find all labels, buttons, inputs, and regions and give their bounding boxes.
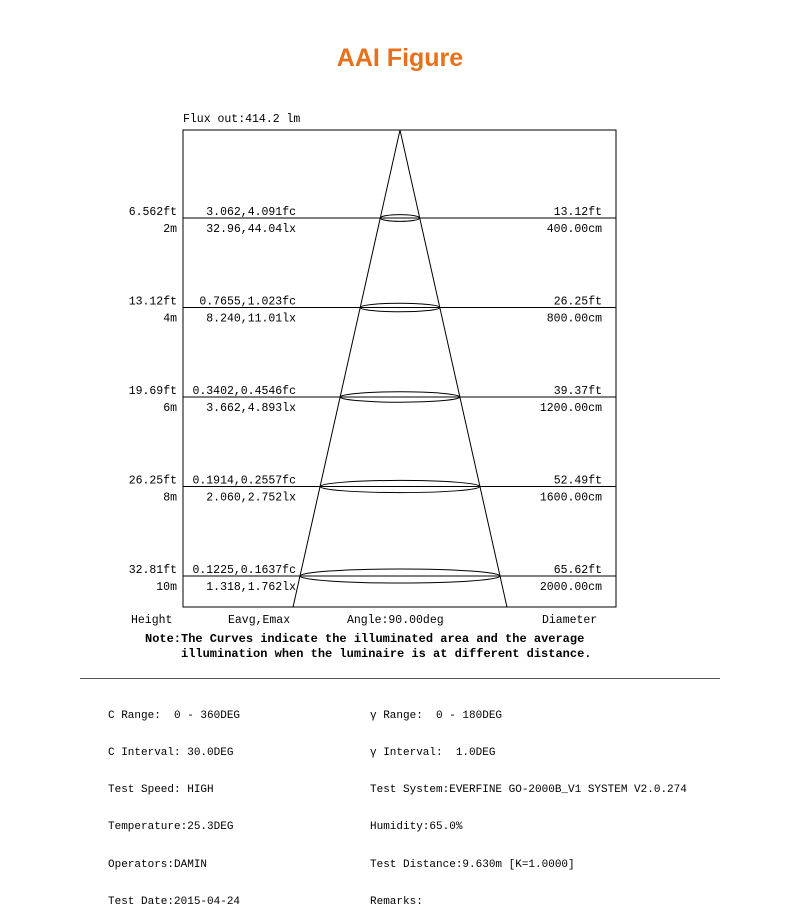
note-line-2: illumination when the luminaire is at different distance. <box>181 647 592 661</box>
illuminance-fc-label: 3.062,4.091fc <box>206 206 296 219</box>
diameter-ft-label: 39.37ft <box>553 385 602 398</box>
footer-gamma-interval: γ Interval: 1.0DEG <box>370 747 496 760</box>
footer-remarks: Remarks: <box>370 895 423 908</box>
diameter-cm-label: 2000.00cm <box>539 581 602 594</box>
flux-label: Flux out:414.2 lm <box>183 113 301 126</box>
distance-ft-label: 26.25ft <box>128 474 177 488</box>
footer-temperature: Temperature:25.3DEG <box>108 821 234 834</box>
footer-test-distance: Test Distance:9.630m [K=1.0000] <box>370 858 575 871</box>
footer-gamma-range: γ Range: 0 - 180DEG <box>370 709 503 722</box>
diameter-ft-label: 52.49ft <box>553 474 602 488</box>
distance-m-label: 4m <box>163 312 177 326</box>
illuminance-lx-label: 32.96,44.04lx <box>206 223 296 236</box>
diameter-ft-label: 26.25ft <box>553 295 602 309</box>
diameter-ft-label: 13.12ft <box>553 206 602 219</box>
footer-humidity: Humidity:65.0% <box>370 821 463 834</box>
distance-ft-label: 32.81ft <box>128 564 177 577</box>
cone-left-edge <box>293 130 400 607</box>
illuminance-fc-label: 0.1225,0.1637fc <box>192 564 296 577</box>
footer-divider <box>80 678 720 679</box>
distance-ft-label: 13.12ft <box>128 295 177 309</box>
footer-left <box>108 685 240 921</box>
illuminance-fc-label: 0.3402,0.4546fc <box>192 385 296 398</box>
note-line-1: Note:The Curves indicate the illuminated area and the average <box>145 632 585 646</box>
diameter-cm-label: 800.00cm <box>546 312 602 326</box>
illuminance-lx-label: 3.662,4.893lx <box>206 402 296 415</box>
illuminance-fc-label: 0.1914,0.2557fc <box>192 474 296 488</box>
eavg-emax-label: Eavg,Emax <box>228 614 291 627</box>
illuminance-lx-label: 8.240,11.01lx <box>206 312 296 326</box>
illuminance-fc-label: 0.7655,1.023fc <box>199 295 296 309</box>
diameter-ft-label: 65.62ft <box>553 564 602 577</box>
height-label: Height <box>131 614 173 627</box>
distance-m-label: 6m <box>163 402 177 415</box>
distance-ft-label: 19.69ft <box>128 385 177 398</box>
footer-right <box>370 685 687 921</box>
footer-c-interval: C Interval: 30.0DEG <box>108 747 234 760</box>
diameter-cm-label: 400.00cm <box>546 223 602 236</box>
diameter-cm-label: 1600.00cm <box>539 491 602 505</box>
footer-c-range: C Range: 0 - 360DEG <box>108 709 241 722</box>
note <box>145 632 591 662</box>
illuminance-lx-label: 1.318,1.762lx <box>206 581 296 594</box>
chart-frame <box>183 130 616 607</box>
cone-right-edge <box>400 130 507 607</box>
diameter-label: Diameter <box>542 614 598 627</box>
distance-m-label: 2m <box>163 223 177 236</box>
footer-operators: Operators:DAMIN <box>108 858 208 871</box>
distance-ft-label: 6.562ft <box>128 206 177 219</box>
footer-test-date: Test Date:2015-04-24 <box>108 895 241 908</box>
distance-m-label: 8m <box>163 491 177 505</box>
distance-m-label: 10m <box>156 581 177 594</box>
diameter-cm-label: 1200.00cm <box>539 402 602 415</box>
footer-test-system: Test System:EVERFINE GO-2000B_V1 SYSTEM V2.0.274 <box>370 784 687 797</box>
footer-test-speed: Test Speed: HIGH <box>108 784 214 797</box>
angle-label: Angle:90.00deg <box>347 614 444 627</box>
illuminance-lx-label: 2.060,2.752lx <box>206 491 296 505</box>
chart-title: AAI Figure <box>336 44 464 72</box>
